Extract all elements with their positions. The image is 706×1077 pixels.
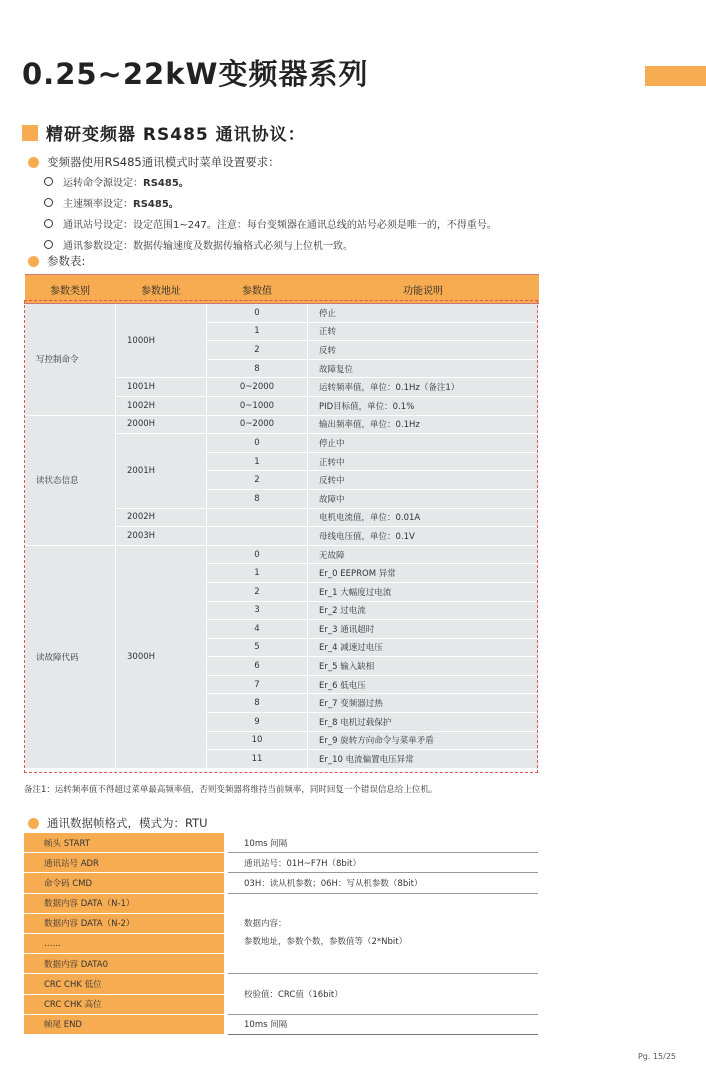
frame-heading-text: 通讯数据帧格式，模式为：RTU [47, 816, 208, 830]
cell-description: 正转中 [308, 452, 539, 471]
cell-description: Er_7 变频器过热 [308, 694, 539, 713]
cell-description: 故障复位 [308, 359, 539, 378]
cell-description: 正转 [308, 322, 539, 341]
ring-bullet-icon [44, 177, 53, 186]
table-header-row [25, 275, 539, 304]
frame-key: 数据内容 DATA（N-2） [24, 913, 224, 933]
cell-description: 无故障 [308, 545, 539, 564]
cell-address: 1000H [116, 304, 207, 378]
ring-bullet-icon [44, 219, 53, 228]
page-title: 0.25~22kW变频器系列 [22, 57, 369, 91]
frame-key: 命令码 CMD [24, 873, 224, 893]
frame-value: 通讯站号：01H~F7H（8bit） [228, 853, 538, 873]
item-value: RS485。 [133, 199, 179, 210]
cell-value: 0 [207, 304, 308, 323]
cell-description: 反转 [308, 341, 539, 360]
cell-description: 反转中 [308, 471, 539, 490]
footnote: 备注1：运转频率值不得超过菜单最高频率值，否则变频器将维持当前频率，同时回复一个错误信息给上位机。 [24, 785, 438, 795]
cell-value: 5 [207, 638, 308, 657]
cell-value: 1 [207, 564, 308, 583]
list-item [44, 171, 497, 192]
cell-description: Er_1 大幅度过电流 [308, 582, 539, 601]
frame-data-value-line1: 数据内容： [244, 919, 287, 930]
item-value: RS485。 [143, 178, 189, 189]
requirements-heading-text: 变频器使用RS485通讯模式时菜单设置要求： [47, 155, 280, 169]
cell-description: Er_4 减速过电压 [308, 638, 539, 657]
requirements-list [44, 171, 497, 255]
cell-value: 10 [207, 731, 308, 750]
cell-value: 0 [207, 545, 308, 564]
cell-value: 0 [207, 434, 308, 453]
cell-description: Er_3 通讯超时 [308, 620, 539, 639]
item-value: 设定范围1~247。注意：每台变频器在通讯总线的站号必须是唯一的，不得重号。 [133, 220, 497, 231]
table-row [25, 304, 539, 323]
cell-value: 6 [207, 657, 308, 676]
cell-description: 母线电压值，单位：0.1V [308, 527, 539, 546]
cell-description: 运转频率值，单位：0.1Hz（备注1） [308, 378, 539, 397]
frame-key: 数据内容 DATA（N-1） [24, 893, 224, 913]
cell-description: 故障中 [308, 489, 539, 508]
frame-heading [28, 815, 208, 831]
requirements-heading [28, 154, 280, 170]
list-item [44, 234, 497, 255]
table-row [25, 545, 539, 564]
item-label: 通讯参数设定： [63, 241, 133, 252]
frame-key: 帧尾 END [24, 1014, 224, 1034]
frame-key: 数据内容 DATA0 [24, 954, 224, 974]
param-table-heading [28, 253, 85, 269]
table-row [24, 853, 538, 873]
frame-data-value [228, 893, 538, 974]
section-title: 精研变频器 RS485 通讯协议： [46, 125, 306, 145]
cell-value [207, 527, 308, 546]
item-label: 运转命令源设定： [63, 178, 143, 189]
frame-value: 10ms 间隔 [228, 1014, 538, 1034]
frame-key: 通讯站号 ADR [24, 853, 224, 873]
frame-crc-value: 校验值：CRC值（16bit） [228, 974, 538, 1014]
item-value: 数据传输速度及数据传输格式必须与上位机一致。 [133, 241, 353, 252]
table-row [24, 893, 538, 913]
cell-value: 2 [207, 471, 308, 490]
table-row [25, 415, 539, 434]
header-address: 参数地址 [116, 275, 207, 304]
cell-value: 11 [207, 750, 308, 769]
square-bullet-icon [22, 125, 38, 141]
cell-description: 停止 [308, 304, 539, 323]
cell-value: 0~2000 [207, 378, 308, 397]
cell-description: Er_9 旋转方向命令与菜单矛盾 [308, 731, 539, 750]
frame-key: CRC CHK 低位 [24, 974, 224, 994]
frame-data-value-line2: 参数地址，参数个数，参数值等（2*Nbit） [244, 937, 408, 948]
cell-address: 3000H [116, 545, 207, 768]
header-value: 参数值 [207, 275, 308, 304]
cell-category: 写控制命令 [25, 304, 116, 416]
cell-category: 读状态信息 [25, 415, 116, 545]
cell-description: 输出频率值，单位：0.1Hz [308, 415, 539, 434]
param-table-heading-text: 参数表: [47, 254, 86, 268]
cell-value: 0~1000 [207, 396, 308, 415]
item-label: 主速频率设定： [63, 199, 133, 210]
list-item [44, 213, 497, 234]
section-heading [22, 120, 306, 145]
table-row [24, 873, 538, 893]
cell-value: 4 [207, 620, 308, 639]
cell-description: Er_5 输入缺相 [308, 657, 539, 676]
cell-category: 读故障代码 [25, 545, 116, 768]
frame-key: CRC CHK 高位 [24, 994, 224, 1014]
table-row [24, 974, 538, 994]
cell-value: 1 [207, 322, 308, 341]
frame-value: 10ms 间隔 [228, 833, 538, 853]
cell-address: 2002H [116, 508, 207, 527]
cell-address: 1002H [116, 396, 207, 415]
cell-value: 3 [207, 601, 308, 620]
cell-description: PID目标值，单位：0.1% [308, 396, 539, 415]
title-accent-bar [645, 66, 706, 86]
table-row [24, 1014, 538, 1034]
frame-key: 帧头 START [24, 833, 224, 853]
cell-value: 0~2000 [207, 415, 308, 434]
page-number: Pg. 15/25 [637, 1052, 676, 1061]
cell-address: 1001H [116, 378, 207, 397]
cell-value: 8 [207, 489, 308, 508]
cell-address: 2000H [116, 415, 207, 434]
table-row [24, 833, 538, 853]
ring-bullet-icon [44, 198, 53, 207]
item-label: 通讯站号设定： [63, 220, 133, 231]
cell-value: 8 [207, 694, 308, 713]
cell-value: 8 [207, 359, 308, 378]
cell-description: Er_10 电流偏置电压异常 [308, 750, 539, 769]
frame-key: …… [24, 933, 224, 953]
cell-description: 电机电流值，单位：0.01A [308, 508, 539, 527]
cell-description: Er_0 EEPROM 异常 [308, 564, 539, 583]
parameter-table [24, 274, 539, 769]
cell-description: Er_2 过电流 [308, 601, 539, 620]
cell-description: Er_8 电机过载保护 [308, 713, 539, 732]
cell-value [207, 508, 308, 527]
circle-bullet-icon [28, 157, 39, 168]
circle-bullet-icon [28, 256, 39, 267]
frame-format-table [24, 833, 538, 1035]
cell-value: 2 [207, 341, 308, 360]
parameter-table-container [24, 274, 538, 769]
frame-value: 03H：读从机参数；06H：写从机参数（8bit） [228, 873, 538, 893]
cell-value: 9 [207, 713, 308, 732]
header-category: 参数类别 [25, 275, 116, 304]
cell-description: 停止中 [308, 434, 539, 453]
frame-table-container [24, 833, 538, 1035]
cell-value: 7 [207, 675, 308, 694]
cell-value: 2 [207, 582, 308, 601]
cell-address: 2001H [116, 434, 207, 508]
header-description: 功能说明 [308, 275, 539, 304]
cell-value: 1 [207, 452, 308, 471]
cell-address: 2003H [116, 527, 207, 546]
cell-description: Er_6 低电压 [308, 675, 539, 694]
circle-bullet-icon [28, 818, 39, 829]
list-item [44, 192, 497, 213]
ring-bullet-icon [44, 240, 53, 249]
